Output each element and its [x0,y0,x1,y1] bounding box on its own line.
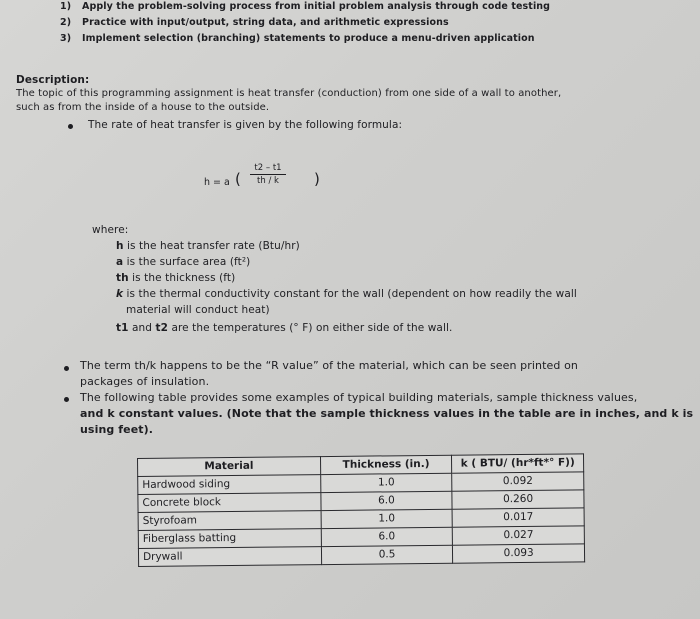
formula-numerator: t2 – t1 [250,163,286,175]
cell-thickness: 6.0 [321,527,453,546]
cell-k: 0.017 [452,508,584,527]
where-item-k [116,288,577,300]
variable-name: t1 [116,322,129,334]
bullet-dot [68,124,73,129]
cell-material: Styrofoam [138,511,321,531]
table-intro-line-3: using feet). [80,423,154,436]
bullet-dot [64,366,69,371]
formula-close-paren: ) [314,170,320,188]
formula-open-paren: ( [235,170,241,188]
where-item-k-cont: material will conduct heat) [126,304,270,316]
objective-1 [60,1,550,12]
header-material: Material [138,457,321,477]
variable-description: is the surface area (ft²) [123,256,251,268]
cell-material: Concrete block [138,493,321,513]
cell-k: 0.093 [453,544,585,563]
objective-3 [60,33,535,44]
cell-thickness: 6.0 [321,491,453,510]
formula-denominator: th / k [257,176,279,186]
table-intro-line-1: The following table provides some examples of typical building materials, sample thickness values, [80,391,638,404]
where-item-a [116,256,250,268]
formula-fraction [250,163,286,186]
formula-lhs: h = a [204,177,230,188]
variable-name: th [116,272,129,284]
table-intro-line-2: and k constant values. (Note that the sample thickness values in the table are in inches, and k is [80,407,694,420]
objective-number: 2) [60,17,72,28]
where-item-th [116,272,235,284]
objective-2 [60,17,449,28]
variable-name: t2 [155,322,168,334]
cell-thickness: 0.5 [321,545,453,564]
objective-text: Practice with input/output, string data, and arithmetic expressions [82,17,449,28]
bullet-dot [64,397,69,402]
description-heading: Description: [16,74,90,86]
cell-material: Hardwood siding [138,475,321,495]
where-item-h [116,240,300,252]
bullet-formula-intro: The rate of heat transfer is given by the following formula: [88,119,403,131]
description-line-2: such as from the inside of a house to the outside. [16,102,270,113]
variable-name: a [116,256,124,268]
variable-name: h [116,240,124,252]
materials-table [137,453,585,567]
cell-thickness: 1.0 [320,473,452,492]
connector-text: and [128,322,156,334]
description-line-1: The topic of this programming assignment is heat transfer (conduction) from one side of a wall to another, [16,88,562,99]
objective-text: Implement selection (branching) statements to produce a menu-driven application [82,33,535,44]
variable-description: is the thermal conductivity constant for the wall (dependent on how readily the wall [123,288,577,300]
cell-k: 0.027 [453,526,585,545]
header-thickness: Thickness (in.) [320,455,452,474]
objective-number: 1) [60,1,72,12]
cell-k: 0.260 [452,490,584,509]
rvalue-line-2: packages of insulation. [80,375,210,388]
cell-material: Drywall [138,547,321,567]
variable-description: are the temperatures (° F) on either side of the wall. [168,322,453,334]
header-k: k ( BTU/ (hr*ft*° F)) [452,454,584,473]
where-label: where: [92,224,129,236]
objective-text: Apply the problem-solving process from initial problem analysis through code testing [82,1,551,12]
rvalue-line-1: The term th/k happens to be the “R value” of the material, which can be seen printed on [80,359,578,372]
variable-description: is the thickness (ft) [128,272,236,284]
variable-description: is the heat transfer rate (Btu/hr) [123,240,300,252]
variable-name: k [116,288,124,300]
cell-material: Fiberglass batting [138,529,321,549]
where-item-t1-t2 [116,322,452,334]
cell-thickness: 1.0 [321,509,453,528]
objective-number: 3) [60,33,72,44]
cell-k: 0.092 [452,472,584,491]
